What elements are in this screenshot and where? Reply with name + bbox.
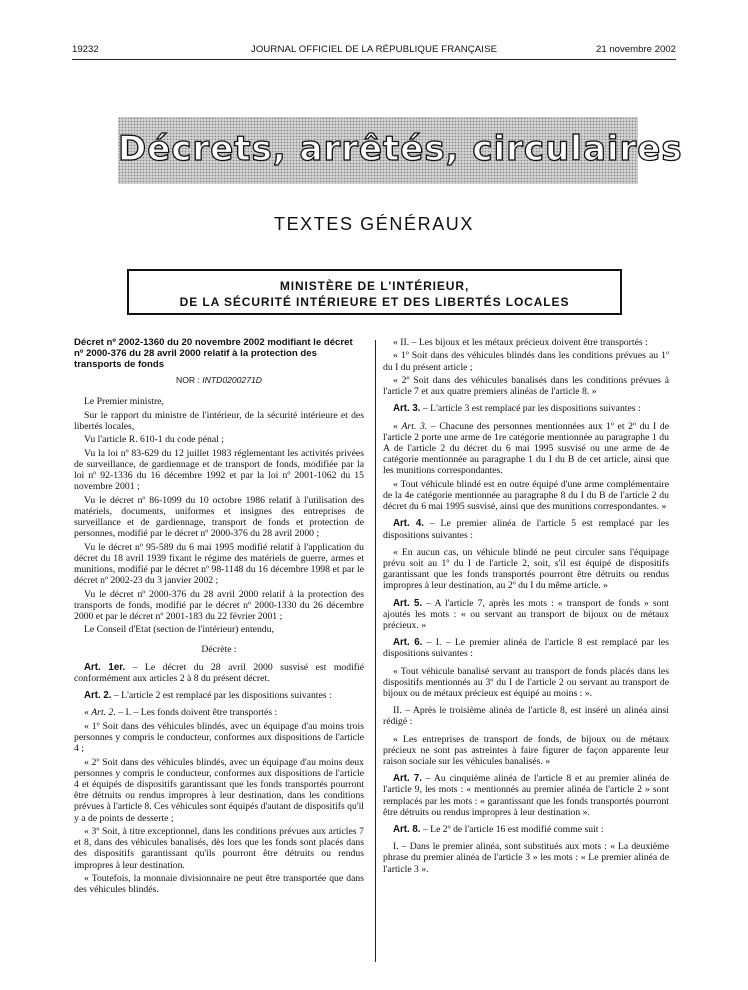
banner-title: Décrets, arrêtés, circulaires <box>118 129 683 169</box>
article-label: Art. 4. <box>393 518 424 530</box>
quote-prefix: « <box>393 420 402 432</box>
column-divider <box>375 340 376 962</box>
right-column <box>383 337 669 877</box>
running-head <box>72 44 676 58</box>
quoted-paragraph: « 3º Soit, à titre exceptionnel, dans les conditions prévues aux articles 7 et 8, dans des véhicules banalisés, dès lors que les fonds sont placés dans des dispositifs garantissant qu'ils pourront être détruits ou rendus impropres à leur destination. <box>74 825 364 871</box>
paragraph: Vu l'article R. 610-1 du code pénal ; <box>84 434 224 446</box>
quoted-article-label: Art. 2. <box>91 707 116 719</box>
article-8 <box>383 824 669 835</box>
quoted-paragraph: « En aucun cas, un véhicule blindé ne peut circuler sans l'équipage prévu soit au 1º du I de l'article 2, soit, s'il est équipé de dispositifs garantissant que les fonds transportés pourront être détruits ou rendus impropres à leur destination, au 2º du I du même article. » <box>383 546 669 592</box>
decree-title: Décret nº 2002-1360 du 20 novembre 2002 modifiant le décret nº 2000-376 du 28 avril 2000 relatif à la protection des transports de fonds <box>74 337 353 370</box>
page-number: 19232 <box>72 44 99 55</box>
paragraph: Sur le rapport du ministre de l'intérieur, de la sécurité intérieure et des libertés locales, <box>74 409 364 432</box>
article-6 <box>383 637 669 659</box>
article-5 <box>383 598 669 632</box>
article-text: – Au cinquième alinéa de l'article 8 et au premier alinéa de l'article 9, les mots : « mentionnés au premier alinéa de l'article 2 » sont remplacés par les mots : « garantissant que les fonds transportés pourront être détruits ou rendus impropres à leur destination ». <box>383 773 669 818</box>
issue-date: 21 novembre 2002 <box>595 44 676 55</box>
quoted-article-label: Art. 3. <box>401 420 428 432</box>
nor-label: NOR : <box>176 375 200 385</box>
article-1 <box>74 662 364 684</box>
article-text: – Le décret du 28 avril 2000 susvisé est modifié conformément aux articles 2 à 8 du présent décret. <box>74 661 365 684</box>
left-column <box>74 337 364 898</box>
paragraph: I. – Dans le premier alinéa, sont substitués aux mots : « La deuxième phrase du premier alinéa de l'article 3 » les mots : « Le premier alinéa de l'article 3 ». <box>383 841 669 875</box>
article-text: – Le 2º de l'article 16 est modifié comme suit : <box>420 824 604 836</box>
paragraph: Vu le décret nº 2000-376 du 28 avril 2000 relatif à la protection des transports de fonds, modifié par le décret nº 2000-1330 du 26 décembre 2000 et par le décret nº 2001-183 du 22 février 2001 ; <box>74 588 364 622</box>
quoted-paragraph: « II. – Les bijoux et les métaux précieux doivent être transportés : <box>393 337 648 348</box>
paragraph: Vu le décret nº 86-1099 du 10 octobre 1986 relatif à l'utilisation des matériels, documents, uniformes et insignes des entreprises de surveillance et de gardiennage, transport de fonds et protection de personnes, modifié par le décret nº 2000-376 du 28 avril 2000 ; <box>74 494 364 540</box>
article-label: Art. 6. <box>393 637 423 649</box>
header-rule <box>72 59 676 60</box>
article-label: Art. 2. <box>84 690 112 702</box>
quoted-paragraph: « 1º Soit dans des véhicules blindés, avec un équipage d'au moins trois personnes y compris le conducteur, conformes aux dispositions de l'article 4 ; <box>74 720 364 755</box>
section-title: TEXTES GÉNÉRAUX <box>273 214 475 234</box>
article-label: Art. 5. <box>393 597 423 609</box>
quoted-paragraph: « Les entreprises de transport de fonds, de bijoux ou de métaux précieux ne sont pas astreintes à faire figurer de façon apparente leur raison sociale sur les véhicules banalisés. » <box>383 733 669 768</box>
decrete-heading: Décrète : <box>201 643 237 655</box>
nor-reference <box>74 375 364 386</box>
quoted-paragraph: « Tout véhicule blindé est en outre équipé d'une arme complémentaire de la 4e catégorie mentionnée au paragraphe 8 du I du B de l'article 2 du décret du 6 mai 1995 susvisé, ainsi que des munitions correspondantes. » <box>383 478 669 513</box>
article-text: – Le premier alinéa de l'article 5 est remplacé par les dispositions suivantes : <box>383 518 669 541</box>
article-text: – I. – Le premier alinéa de l'article 8 est remplacé par les dispositions suivantes : <box>383 637 669 660</box>
article-label: Art. 7. <box>393 773 422 785</box>
quoted-paragraph: « 2º Soit dans des véhicules banalisés dans les conditions prévues à l'article 7 et aux quatre premiers alinéas de l'article 8. » <box>383 374 669 398</box>
article-label: Art. 8. <box>393 824 421 836</box>
journal-title: JOURNAL OFFICIEL DE LA RÉPUBLIQUE FRANÇAISE <box>250 44 498 55</box>
quoted-paragraph <box>383 421 669 477</box>
quote-text: – Chacune des personnes mentionnées aux 1º et 2º du I de l'article 2 porte une arme de 1re catégorie mentionnée au paragraphe 1 du A de l'article 2 du décret du 6 mai 1995 susvisé ou une arme de 4e catégorie mentionnée au paragraphe 1 du I du B de cet article, ainsi que les munitions correspondantes. <box>383 420 670 477</box>
ministry-line-2: DE LA SÉCURITÉ INTÉRIEURE ET DES LIBERTÉS LOCALES <box>179 295 570 309</box>
quote-prefix: « <box>84 707 92 719</box>
nor-code: INTD0200271D <box>202 375 262 385</box>
paragraph: Vu le décret nº 95-589 du 6 mai 1995 modifié relatif à l'application du décret du 18 avril 1939 fixant le régime des matériels de guerre, armes et munitions, modifié par le décret nº 98-1148 du 16 décembre 1998 et par le décret nº 2002-23 du 3 janvier 2002 ; <box>74 541 364 587</box>
article-7 <box>383 773 669 818</box>
paragraph: Le Premier ministre, <box>84 396 164 408</box>
quoted-paragraph: « Toutefois, la monnaie divisionnaire ne peut être transportée que dans des véhicules blindés. <box>74 872 364 896</box>
paragraph: Vu la loi nº 83-629 du 12 juillet 1983 réglementant les activités privées de surveillance, de gardiennage et de transport de fonds, modifiée par la loi nº 92-1336 du 16 décembre 1992 et par la loi nº 2001-1062 du 15 novembre 2001 ; <box>74 447 364 493</box>
quoted-paragraph: « 1º Soit dans des véhicules blindés dans les conditions prévues au 1º du I du présent article ; <box>383 350 669 373</box>
article-2 <box>74 690 364 701</box>
article-label: Art. 1er. <box>84 661 126 673</box>
paragraph: Le Conseil d'Etat (section de l'intérieur) entendu, <box>84 624 274 636</box>
quote-text: – I. – Les fonds doivent être transportés : <box>115 707 278 719</box>
paragraph: II. – Après le troisième alinéa de l'article 8, est inséré un alinéa ainsi rédigé : <box>383 705 669 728</box>
section-banner <box>118 117 683 184</box>
article-text: – L'article 3 est remplacé par les dispositions suivantes : <box>420 403 641 415</box>
quoted-paragraph <box>74 707 364 718</box>
article-3 <box>383 403 669 414</box>
article-text: – L'article 2 est remplacé par les dispositions suivantes : <box>111 690 332 702</box>
article-label: Art. 3. <box>393 403 421 415</box>
ministry-line-1: MINISTÈRE DE L'INTÉRIEUR, <box>279 279 470 293</box>
article-text: – A l'article 7, après les mots : « transport de fonds » sont ajoutés les mots : « ou servant au transport de bijoux ou de métaux précieux. » <box>383 597 669 632</box>
quoted-paragraph: « Tout véhicule banalisé servant au transport de fonds placés dans les dispositifs mentionnés au 3º du I de l'article 2 ou servant au transport de bijoux ou de métaux précieux est équipé au moins : ». <box>383 665 669 700</box>
article-4 <box>383 518 669 540</box>
ministry-box <box>127 269 622 315</box>
quoted-paragraph: « 2º Soit dans des véhicules blindés, avec un équipage d'au moins deux personnes y compris le conducteur, conformes aux dispositions de l'article 4 et équipés de dispositifs garantissant que les fonds transportés pourront être détruits ou rendus impropres à leur destination, dans les conditions prévues à l'article 8. Ces véhicules sont équipés d'autant de dispositifs qu'il y a de points de desserte ; <box>74 756 364 824</box>
